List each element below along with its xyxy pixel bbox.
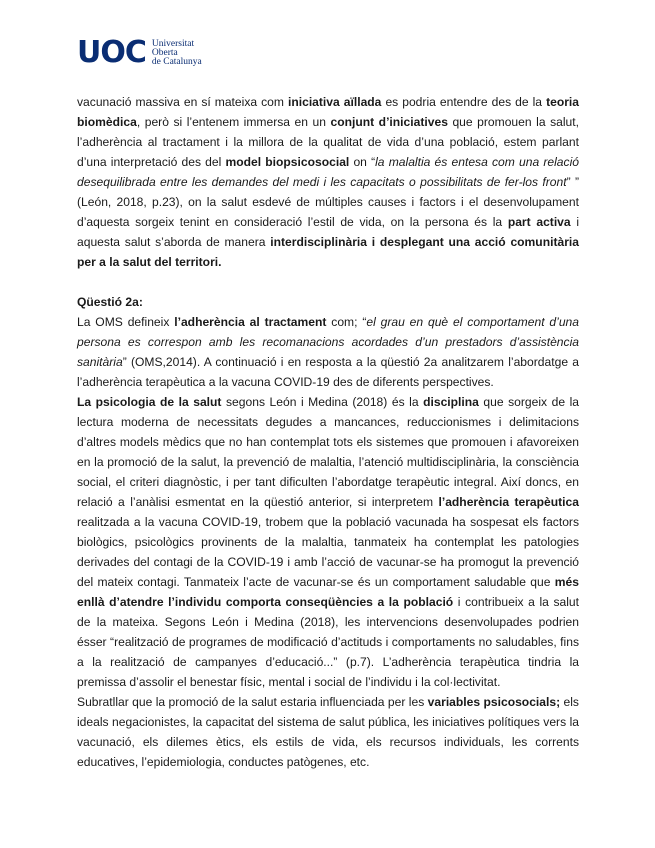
logo-line-3: de Catalunya	[151, 56, 202, 67]
logo-mark: UOC	[77, 35, 146, 70]
paragraph-biopsychosocial: vacunació massiva en sí mateixa com iniciativa aïllada es podria entendre des de la teoria biomèdica, però si l’entenem immersa en un conjunt d’iniciatives que promouen la salut, l’adherència al tractament i la millora de la qualitat de vida d’una població, estem parlant d’una interpretació des del model biopsicosocial on “la malaltia és entesa com una relació desequilibrada entre les demandes del medi i les capacitats o possibilitats de fer-los front” ” (León, 2018, p.23), on la salut esdevé de múltiples causes i factors i el desenvolupament d’aquesta sorgeix tenint en consideració l’estil de vida, on la persona és la part activa i aquesta salut s’aborda de manera interdisciplinària i desplegant una acció comunitària per a la salut del territori.	[77, 95, 580, 269]
logo-text	[152, 40, 202, 67]
paragraph-health-psychology: La psicologia de la salut segons León i Medina (2018) és la disciplina que sorgeix de la lectura moderna de necessitats degudes a mancances, reduccionismes i delimitacions d’altres models mèdics que no han contemplat tots els sistemes que promouen i afavoreixen en la promoció de la salut, la prevenció de malaltia, l’atenció multidisciplinària, la consciència social, el criteri diagnòstic, i per tant dificulten l’abordatge terapèutic integral. Així doncs, en relació a l’anàlisi esmentat en la qüestió anterior, si interpretem l’adherència terapèutica realitzada a la vacuna COVID-19, trobem que la població vacunada ha sospesat els factors biològics, psicològics provinents de la malaltia, tanmateix ha contemplat les patologies derivades del contagi de la COVID-19 i amb l’acció de vacunar-se ha promogut la prevenció del mateix contagi. Tanmateix l’acte de vacunar-se és un comportament saludable que més enllà d’atendre l’individu comporta conseqüències a la població i contribueix a la salut de la mateixa. Segons León i Medina (2018), les intervencions desenvolupades podrien ésser “realització de programes de modificació d’actituds i comportaments no saludables, fins a la realització de campanyes d’educació...” (p.7). L’adherència terapèutica tindria la premissa d’assolir el benestar físic, mental i social de l’individu i la col·lectivitat.	[77, 395, 580, 689]
document-body	[77, 92, 579, 772]
paragraph-oms-definition: La OMS defineix l’adherència al tractament com; “el grau en què el comportament d’una persona es correspon amb les recomanacions acordades d’un prestadors d’assistència sanitària” (OMS,2014). A continuació i en resposta a la qüestió 2a analitzarem l’abordatge a l’adherència terapèutica a la vacuna COVID-19 des de diferents perspectives.	[77, 315, 580, 389]
question-heading: Qüestió 2a:	[77, 295, 143, 309]
logo-line-2: Oberta	[151, 47, 178, 58]
logo-line-1: Universitat	[151, 38, 195, 49]
paragraph-psychosocial-variables: Subratllar que la promoció de la salut estaria influenciada per les variables psicosocials; els ideals negacionistes, la capacitat del sistema de salut pública, les iniciatives polítiques vers la vacunació, els dilemes ètics, els estils de vida, els recursos individuals, les corrents educatives, l’epidemiologia, conductes patògenes, etc.	[77, 695, 579, 769]
uoc-logo	[77, 35, 202, 70]
